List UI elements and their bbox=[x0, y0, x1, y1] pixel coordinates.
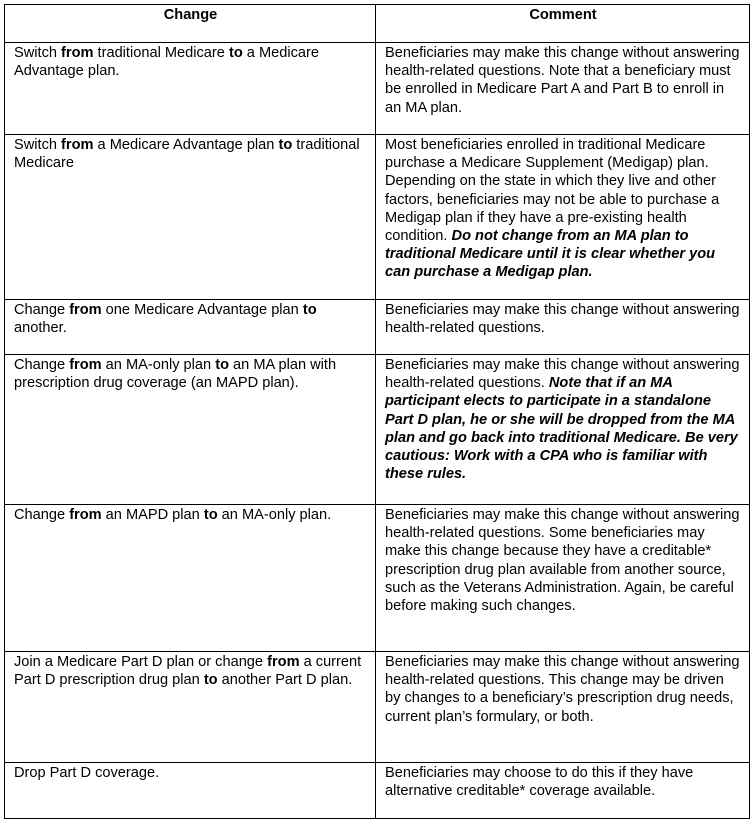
table-row bbox=[5, 763, 750, 819]
change-cell: Change from an MA-only plan to an MA plan with prescription drug coverage (an MAPD plan). bbox=[5, 355, 376, 505]
table-row bbox=[5, 505, 750, 652]
comment-cell: Most beneficiaries enrolled in traditional Medicare purchase a Medicare Supplement (Medigap) plan. Depending on the state in which they live and other factors, beneficiaries may not be able to purchase a Medigap plan if they have a pre-existing health condition. Do not change from an MA plan to traditional Medicare until it is clear whether you can purchase a Medigap plan. bbox=[376, 135, 750, 300]
warning-text: Note that if an MA participant elects to participate in a standalone Part D plan, he or she will be dropped from the MA plan and go back into traditional Medicare. Be very cautious: Work with a CPA who is familiar with these rules. bbox=[385, 375, 738, 483]
comment-cell: Beneficiaries may choose to do this if they have alternative creditable* coverage available. bbox=[376, 763, 750, 819]
medicare-changes-table bbox=[4, 4, 750, 819]
table-row bbox=[5, 135, 750, 300]
change-cell: Join a Medicare Part D plan or change from a current Part D prescription drug plan to another Part D plan. bbox=[5, 652, 376, 763]
change-cell: Change from one Medicare Advantage plan to another. bbox=[5, 300, 376, 355]
header-row bbox=[5, 5, 750, 43]
table-row bbox=[5, 43, 750, 135]
table-row bbox=[5, 652, 750, 763]
change-cell: Drop Part D coverage. bbox=[5, 763, 376, 819]
table-row bbox=[5, 300, 750, 355]
comment-cell: Beneficiaries may make this change without answering health-related questions. Note that a beneficiary must be enrolled in Medicare Part A and Part B to enroll in an MA plan. bbox=[376, 43, 750, 135]
comment-cell: Beneficiaries may make this change without answering health-related questions. bbox=[376, 300, 750, 355]
warning-text: Do not change from an MA plan to traditional Medicare until it is clear whether you can purchase a Medigap plan. bbox=[385, 228, 716, 281]
change-cell: Switch from a Medicare Advantage plan to traditional Medicare bbox=[5, 135, 376, 300]
comment-cell: Beneficiaries may make this change without answering health-related questions. This change may be driven by changes to a beneficiary’s prescription drug needs, current plan’s formulary, or both. bbox=[376, 652, 750, 763]
change-cell: Change from an MAPD plan to an MA-only plan. bbox=[5, 505, 376, 652]
comment-cell: Beneficiaries may make this change without answering health-related questions. Note that if an MA participant elects to participate in a standalone Part D plan, he or she will be dropped from the MA plan and go back into traditional Medicare. Be very cautious: Work with a CPA who is familiar with these rules. bbox=[376, 355, 750, 505]
comment-cell: Beneficiaries may make this change without answering health-related questions. Some beneficiaries may make this change because they have a creditable* prescription drug plan available from another source, such as the Veterans Administration. Again, be careful before making such changes. bbox=[376, 505, 750, 652]
table-row bbox=[5, 355, 750, 505]
header-change: Change bbox=[5, 5, 376, 43]
change-cell: Switch from traditional Medicare to a Medicare Advantage plan. bbox=[5, 43, 376, 135]
header-comment: Comment bbox=[376, 5, 750, 43]
